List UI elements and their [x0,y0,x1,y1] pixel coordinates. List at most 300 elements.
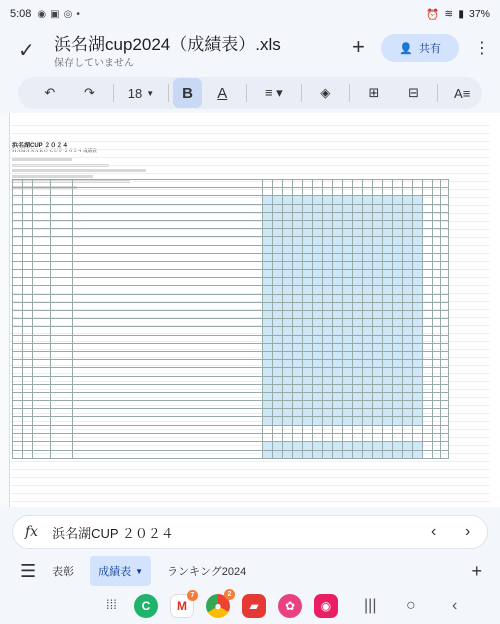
table-cell[interactable] [313,417,323,425]
table-cell[interactable] [393,261,403,269]
table-cell[interactable] [413,335,423,343]
table-cell[interactable] [343,196,353,204]
table-cell[interactable] [283,426,293,434]
table-cell[interactable] [423,351,433,359]
table-cell[interactable] [323,384,333,392]
document-title[interactable]: 浜名湖cup2024（成績表）.xls [54,35,281,54]
table-cell[interactable] [33,229,51,237]
table-cell[interactable] [413,196,423,204]
table-cell[interactable] [313,220,323,228]
table-cell[interactable] [273,253,283,261]
table-cell[interactable] [323,196,333,204]
table-cell[interactable] [273,311,283,319]
table-cell[interactable] [333,188,343,196]
table-cell[interactable] [23,442,33,450]
table-cell[interactable] [383,212,393,220]
table-cell[interactable] [441,343,449,351]
table-cell[interactable] [273,335,283,343]
table-cell[interactable] [433,417,441,425]
table-cell[interactable] [333,327,343,335]
insert-row-icon[interactable]: ⊞ [368,85,380,100]
table-cell[interactable] [323,450,333,458]
table-cell[interactable] [293,392,303,400]
table-cell[interactable] [343,327,353,335]
table-cell[interactable] [353,245,363,253]
table-cell[interactable] [303,220,313,228]
chrome-app-icon[interactable]: ● 2 [206,594,230,618]
table-cell[interactable] [323,261,333,269]
table-cell[interactable] [23,343,33,351]
align-left-icon[interactable]: ≡ ▾ [264,85,283,100]
table-cell[interactable] [23,384,33,392]
table-cell[interactable] [423,302,433,310]
table-cell[interactable] [323,343,333,351]
table-cell[interactable] [363,442,373,450]
table-cell[interactable] [433,368,441,376]
table-cell[interactable] [433,294,441,302]
table-cell[interactable] [423,261,433,269]
table-cell[interactable] [403,278,413,286]
table-cell[interactable] [51,319,73,327]
table-cell[interactable] [363,368,373,376]
camera-app-icon[interactable]: ◉ [314,594,338,618]
table-cell[interactable] [273,180,283,188]
table-cell[interactable] [323,327,333,335]
table-cell[interactable] [263,426,273,434]
table-cell[interactable] [51,196,73,204]
table-cell[interactable] [273,434,283,442]
table-cell[interactable] [441,417,449,425]
table-cell[interactable] [433,409,441,417]
table-cell[interactable] [393,237,403,245]
table-cell[interactable] [73,335,263,343]
table-cell[interactable] [51,434,73,442]
table-cell[interactable] [441,229,449,237]
table-cell[interactable] [441,302,449,310]
table-row[interactable] [13,278,449,286]
table-cell[interactable] [433,196,441,204]
table-cell[interactable] [51,302,73,310]
table-cell[interactable] [263,180,273,188]
table-cell[interactable] [13,343,23,351]
table-row[interactable] [13,368,449,376]
table-cell[interactable] [303,253,313,261]
table-cell[interactable] [263,229,273,237]
table-cell[interactable] [383,311,393,319]
table-cell[interactable] [433,261,441,269]
table-cell[interactable] [23,286,33,294]
table-cell[interactable] [373,212,383,220]
table-cell[interactable] [33,311,51,319]
table-cell[interactable] [343,237,353,245]
table-cell[interactable] [51,204,73,212]
table-cell[interactable] [441,237,449,245]
table-cell[interactable] [33,212,51,220]
table-cell[interactable] [313,261,323,269]
table-cell[interactable] [441,319,449,327]
table-cell[interactable] [303,196,313,204]
table-cell[interactable] [333,417,343,425]
table-cell[interactable] [303,237,313,245]
table-cell[interactable] [383,302,393,310]
table-cell[interactable] [273,368,283,376]
table-cell[interactable] [383,220,393,228]
table-cell[interactable] [33,343,51,351]
table-cell[interactable] [33,180,51,188]
table-cell[interactable] [23,327,33,335]
table-cell[interactable] [293,368,303,376]
table-cell[interactable] [23,270,33,278]
table-cell[interactable] [13,434,23,442]
table-row[interactable] [13,376,449,384]
table-cell[interactable] [353,212,363,220]
table-cell[interactable] [13,368,23,376]
table-cell[interactable] [73,327,263,335]
table-cell[interactable] [333,392,343,400]
table-cell[interactable] [263,196,273,204]
table-cell[interactable] [383,384,393,392]
table-cell[interactable] [323,401,333,409]
table-cell[interactable] [373,368,383,376]
table-cell[interactable] [353,261,363,269]
table-cell[interactable] [313,319,323,327]
table-cell[interactable] [313,229,323,237]
table-cell[interactable] [33,434,51,442]
table-cell[interactable] [51,327,73,335]
table-cell[interactable] [423,253,433,261]
table-cell[interactable] [343,286,353,294]
table-row[interactable] [13,392,449,400]
table-cell[interactable] [363,245,373,253]
insert-plus-button[interactable]: + [352,34,365,59]
table-cell[interactable] [373,302,383,310]
table-cell[interactable] [333,253,343,261]
table-cell[interactable] [283,351,293,359]
table-cell[interactable] [73,294,263,302]
table-cell[interactable] [33,196,51,204]
table-row[interactable] [13,220,449,228]
table-cell[interactable] [283,450,293,458]
table-cell[interactable] [51,392,73,400]
table-cell[interactable] [313,286,323,294]
table-cell[interactable] [373,376,383,384]
table-cell[interactable] [373,335,383,343]
table-cell[interactable] [283,376,293,384]
table-cell[interactable] [383,294,393,302]
table-cell[interactable] [23,319,33,327]
table-cell[interactable] [383,319,393,327]
table-cell[interactable] [13,360,23,368]
table-cell[interactable] [303,286,313,294]
table-cell[interactable] [373,294,383,302]
table-cell[interactable] [353,253,363,261]
table-cell[interactable] [363,212,373,220]
table-cell[interactable] [423,229,433,237]
sheet-title-cell[interactable]: 浜名湖CUP ２０２４ [12,143,69,149]
table-cell[interactable] [433,229,441,237]
table-cell[interactable] [413,212,423,220]
table-cell[interactable] [23,417,33,425]
table-cell[interactable] [373,196,383,204]
table-row[interactable] [13,253,449,261]
table-cell[interactable] [283,360,293,368]
table-cell[interactable] [393,327,403,335]
table-cell[interactable] [383,392,393,400]
table-cell[interactable] [303,245,313,253]
table-cell[interactable] [73,409,263,417]
text-format-icon[interactable]: A≡ [454,85,471,101]
table-cell[interactable] [441,270,449,278]
table-cell[interactable] [413,442,423,450]
table-cell[interactable] [13,401,23,409]
table-cell[interactable] [23,392,33,400]
table-cell[interactable] [353,237,363,245]
table-cell[interactable] [403,409,413,417]
table-cell[interactable] [383,253,393,261]
table-cell[interactable] [393,426,403,434]
table-cell[interactable] [13,376,23,384]
table-cell[interactable] [51,278,73,286]
table-cell[interactable] [283,245,293,253]
table-cell[interactable] [293,237,303,245]
table-cell[interactable] [423,426,433,434]
table-cell[interactable] [353,302,363,310]
table-cell[interactable] [313,442,323,450]
table-cell[interactable] [393,376,403,384]
table-cell[interactable] [293,204,303,212]
table-cell[interactable] [283,294,293,302]
table-cell[interactable] [23,294,33,302]
table-cell[interactable] [283,368,293,376]
table-cell[interactable] [23,409,33,417]
table-cell[interactable] [273,229,283,237]
table-cell[interactable] [413,417,423,425]
table-row[interactable] [13,417,449,425]
bold-button[interactable]: B [173,78,203,108]
table-cell[interactable] [313,270,323,278]
table-cell[interactable] [353,376,363,384]
table-cell[interactable] [303,204,313,212]
table-cell[interactable] [363,409,373,417]
table-cell[interactable] [441,311,449,319]
table-cell[interactable] [73,253,263,261]
table-cell[interactable] [441,261,449,269]
table-row[interactable] [13,319,449,327]
table-cell[interactable] [441,384,449,392]
table-cell[interactable] [403,392,413,400]
table-cell[interactable] [313,426,323,434]
table-cell[interactable] [413,245,423,253]
table-cell[interactable] [293,196,303,204]
table-cell[interactable] [293,212,303,220]
table-cell[interactable] [293,319,303,327]
table-cell[interactable] [23,434,33,442]
table-cell[interactable] [303,294,313,302]
table-cell[interactable] [13,270,23,278]
table-cell[interactable] [51,286,73,294]
table-cell[interactable] [323,434,333,442]
table-cell[interactable] [403,270,413,278]
table-cell[interactable] [13,220,23,228]
table-cell[interactable] [333,196,343,204]
table-cell[interactable] [413,261,423,269]
table-cell[interactable] [73,392,263,400]
table-cell[interactable] [33,360,51,368]
table-cell[interactable] [423,180,433,188]
table-cell[interactable] [393,360,403,368]
table-cell[interactable] [343,409,353,417]
table-cell[interactable] [383,426,393,434]
table-cell[interactable] [343,204,353,212]
sheet-subtitle-cell[interactable]: ＨＡＭＡＮＡＫＯ ＣＵＰ ２０２４ 成績表 [12,148,97,153]
table-cell[interactable] [303,335,313,343]
table-cell[interactable] [433,278,441,286]
table-cell[interactable] [403,302,413,310]
table-cell[interactable] [13,392,23,400]
table-cell[interactable] [383,196,393,204]
table-cell[interactable] [353,311,363,319]
table-cell[interactable] [13,327,23,335]
table-cell[interactable] [293,351,303,359]
table-cell[interactable] [363,253,373,261]
table-cell[interactable] [393,343,403,351]
table-cell[interactable] [393,384,403,392]
table-cell[interactable] [441,409,449,417]
table-cell[interactable] [333,286,343,294]
table-cell[interactable] [263,253,273,261]
table-cell[interactable] [413,327,423,335]
table-cell[interactable] [403,237,413,245]
table-cell[interactable] [393,286,403,294]
table-cell[interactable] [13,286,23,294]
table-cell[interactable] [373,426,383,434]
table-cell[interactable] [363,434,373,442]
table-cell[interactable] [423,434,433,442]
table-cell[interactable] [373,180,383,188]
table-cell[interactable] [393,302,403,310]
table-cell[interactable] [23,204,33,212]
table-row[interactable] [13,401,449,409]
table-cell[interactable] [413,286,423,294]
table-cell[interactable] [433,212,441,220]
table-cell[interactable] [313,351,323,359]
table-cell[interactable] [433,237,441,245]
table-cell[interactable] [283,212,293,220]
table-cell[interactable] [353,204,363,212]
table-cell[interactable] [403,212,413,220]
table-cell[interactable] [283,335,293,343]
score-table[interactable] [12,425,449,459]
phone-app-icon[interactable]: C [134,594,158,618]
table-cell[interactable] [13,384,23,392]
table-cell[interactable] [33,261,51,269]
table-cell[interactable] [373,384,383,392]
table-cell[interactable] [393,180,403,188]
table-cell[interactable] [51,442,73,450]
table-cell[interactable] [323,360,333,368]
table-cell[interactable] [393,434,403,442]
table-cell[interactable] [363,343,373,351]
table-cell[interactable] [33,376,51,384]
more-options-icon[interactable]: ⋮ [474,40,490,57]
table-cell[interactable] [13,204,23,212]
table-cell[interactable] [353,278,363,286]
table-cell[interactable] [73,450,263,458]
table-row[interactable] [13,450,449,458]
table-cell[interactable] [23,212,33,220]
table-cell[interactable] [393,442,403,450]
table-cell[interactable] [51,188,73,196]
table-cell[interactable] [363,196,373,204]
table-cell[interactable] [23,335,33,343]
table-cell[interactable] [13,212,23,220]
table-cell[interactable] [333,434,343,442]
table-cell[interactable] [303,229,313,237]
table-cell[interactable] [373,327,383,335]
table-cell[interactable] [303,270,313,278]
table-cell[interactable] [333,261,343,269]
table-cell[interactable] [313,384,323,392]
table-cell[interactable] [323,212,333,220]
table-cell[interactable] [423,417,433,425]
table-cell[interactable] [273,351,283,359]
table-cell[interactable] [423,286,433,294]
table-cell[interactable] [303,343,313,351]
table-cell[interactable] [423,360,433,368]
table-cell[interactable] [303,384,313,392]
table-cell[interactable] [73,188,263,196]
table-cell[interactable] [51,409,73,417]
table-cell[interactable] [363,220,373,228]
table-cell[interactable] [441,442,449,450]
add-sheet-icon[interactable]: + [471,560,482,581]
table-cell[interactable] [283,327,293,335]
table-cell[interactable] [303,368,313,376]
table-cell[interactable] [283,311,293,319]
table-cell[interactable] [433,180,441,188]
table-cell[interactable] [263,302,273,310]
table-cell[interactable] [51,311,73,319]
table-cell[interactable] [313,311,323,319]
table-cell[interactable] [373,229,383,237]
table-cell[interactable] [403,286,413,294]
tab-seisekihyo[interactable] [90,556,151,586]
table-cell[interactable] [333,278,343,286]
table-row[interactable] [13,294,449,302]
table-cell[interactable] [283,188,293,196]
table-cell[interactable] [273,245,283,253]
table-cell[interactable] [13,229,23,237]
table-cell[interactable] [23,311,33,319]
table-cell[interactable] [51,229,73,237]
table-cell[interactable] [73,220,263,228]
table-cell[interactable] [383,286,393,294]
table-cell[interactable] [293,409,303,417]
table-cell[interactable] [433,188,441,196]
table-row[interactable] [13,204,449,212]
table-cell[interactable] [73,270,263,278]
table-cell[interactable] [313,360,323,368]
table-cell[interactable] [273,401,283,409]
table-cell[interactable] [413,376,423,384]
table-cell[interactable] [373,253,383,261]
table-row[interactable] [13,384,449,392]
table-cell[interactable] [423,401,433,409]
table-cell[interactable] [413,409,423,417]
table-cell[interactable] [413,294,423,302]
table-cell[interactable] [283,253,293,261]
table-cell[interactable] [73,360,263,368]
